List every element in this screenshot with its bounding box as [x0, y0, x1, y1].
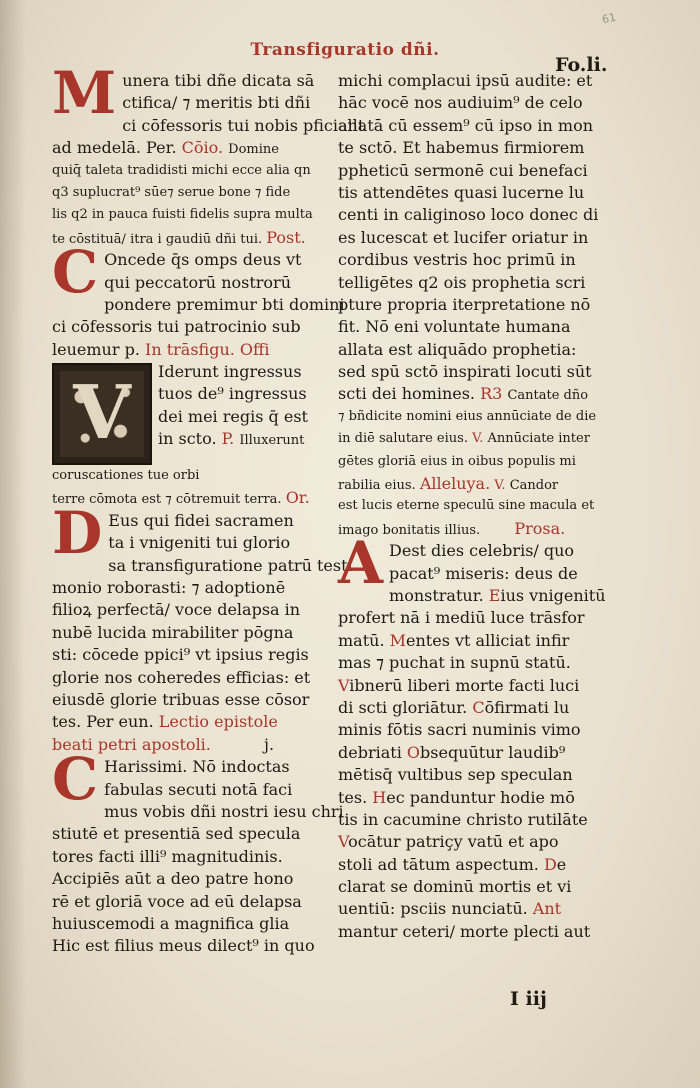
text-span: monstratur.	[389, 585, 484, 605]
text-line: mas ⁊ puchat in supnū statū.	[338, 653, 571, 673]
text-span: ec panduntur hodie mō	[386, 787, 575, 807]
pencil-folio-mark: 61	[600, 10, 618, 27]
rubric: M	[389, 630, 407, 650]
text-line: ppheticū sermonē cui benefaci	[338, 160, 588, 180]
text-line: clarat se dominū mortis et vi	[338, 877, 572, 897]
text-line: gētes gloriā eius in oibus populis mi	[338, 453, 576, 469]
text-line: ci cōfessoris tui nobis pficiant	[122, 115, 365, 135]
text-line: Oncede q̄s omps deus vt	[104, 250, 302, 270]
text-line: michi complacui ipsū audite: et	[338, 71, 593, 90]
rubric: Ant	[532, 899, 562, 919]
text-line: eiusdē glorie tribuas esse cōsor	[52, 689, 310, 709]
text-span: scti dei homines.	[338, 384, 476, 404]
text-line: allata est aliquādo prophetia:	[338, 339, 577, 359]
text-span: Cantate dño	[507, 388, 589, 404]
rubric: D	[543, 854, 557, 874]
text-line: lis q2 in pauca fuisti fidelis supra multa	[52, 207, 313, 223]
rubric: V.	[494, 478, 506, 494]
text-line: allatā cū essem⁹ cū ipso in mon	[338, 115, 594, 135]
text-span: uentiū: psciis nunciatū.	[338, 899, 528, 919]
text-line: nubē lucida mirabiliter pōgna	[52, 622, 294, 642]
rubric: P.	[221, 429, 235, 449]
text-line: Harissimi. Nō indoctas	[104, 757, 290, 777]
text-span: bsequūtur laudib⁹	[420, 742, 566, 762]
text-line: q3 suplucrat⁹ sūe⁊ serue bone ⁊ fide	[52, 184, 291, 200]
rubric: Post.	[266, 227, 306, 247]
rubric: Or.	[285, 488, 310, 508]
rubric: Cōio.	[181, 138, 224, 158]
rubric: C	[472, 697, 485, 717]
text-span: imago bonitatis illius.	[338, 522, 481, 538]
text-span: Candor	[509, 478, 559, 494]
text-line	[52, 227, 320, 249]
text-line	[338, 898, 610, 920]
text-line	[338, 630, 610, 652]
text-line	[338, 518, 610, 540]
text-line	[52, 734, 320, 756]
text-line	[338, 854, 610, 876]
text-line: profert nā i mediū luce trāsfor	[338, 608, 585, 628]
text-line: Eus qui fidei sacramen	[108, 510, 294, 530]
text-line: quiq̄ taleta tradidisti michi ecce alia qn	[52, 162, 311, 178]
text-span: ibnerū liberi morte facti luci	[349, 675, 580, 695]
text-line: sed spū sctō inspirati locuti sūt	[338, 362, 592, 382]
section-mark: j.	[263, 734, 275, 754]
text-span: rabilia eius.	[338, 478, 416, 494]
rubric: H	[372, 787, 387, 807]
text-line: mantur ceteri/ morte plecti aut	[338, 921, 591, 941]
text-line: Hic est filius meus dilect⁹ in quo	[52, 936, 315, 956]
text-line	[338, 697, 610, 719]
text-span: stoli ad tātum aspectum.	[338, 854, 539, 874]
folio-number: Fo.li.	[555, 54, 608, 76]
text-span: tes.	[338, 787, 368, 807]
text-line: sa transfiguratione patrū testi	[108, 555, 353, 575]
text-span: e	[556, 854, 567, 874]
text-line: Accipiēs aūt a deo patre hono	[52, 869, 294, 889]
text-line: pondere premimur bti domini	[104, 294, 345, 314]
text-span: ius vnigenitū	[500, 585, 606, 605]
running-title: Transfiguratio dñi.	[250, 40, 440, 60]
text-span: matū.	[338, 630, 385, 650]
text-line: minis fōtis sacri numinis vimo	[338, 720, 581, 740]
gutter-shadow	[0, 0, 26, 1088]
text-span: in diē salutare eius.	[338, 431, 468, 447]
text-line: hāc vocē nos audiuim⁹ de celo	[338, 93, 583, 113]
text-line: unera tibi dñe dicata sā	[122, 71, 315, 90]
text-span: leuemur p.	[52, 339, 140, 359]
text-span: Annūciate inter	[487, 431, 590, 447]
text-line: stiutē et presentiā sed specula	[52, 824, 301, 844]
rubric: R3	[480, 384, 503, 404]
text-line: ⁊ bñdicite nomini eius annūciate de die	[338, 408, 597, 424]
text-span: tes. Per eun.	[52, 712, 154, 732]
rubric: V	[338, 832, 349, 852]
text-line: pture propria iterpretatione nō	[338, 294, 591, 314]
text-span: terre cōmota est ⁊ cōtremuit terra.	[52, 492, 282, 508]
text-line: cordibus vestris hoc primū in	[338, 250, 576, 270]
text-line	[338, 787, 610, 809]
text-span: di scti gloriātur.	[338, 697, 468, 717]
right-column	[338, 70, 610, 943]
text-line: huiuscemodi a magnifica glia	[52, 913, 290, 933]
rubric: Alleluya.	[419, 474, 491, 494]
text-line: fit. Nō eni voluntate humana	[338, 317, 571, 337]
text-line: mus vobis dñi nostri iesu chri	[104, 801, 344, 821]
text-line: es lucescat et lucifer oriatur in	[338, 227, 589, 247]
rubric: Prosa.	[514, 518, 566, 538]
signature-mark: I iij	[510, 988, 547, 1010]
rubric: Lectio epistole	[158, 712, 278, 732]
text-span: Domine	[228, 142, 279, 158]
text-line	[338, 383, 610, 405]
text-line: Iderunt ingressus	[158, 362, 302, 382]
text-line	[52, 711, 320, 733]
text-line: ci cōfessoris tui patrocinio sub	[52, 317, 301, 337]
initial-m: M	[52, 59, 117, 127]
text-line: filioꝝ perfectā/ voce delapsa in	[52, 600, 301, 620]
initial-d: D	[52, 498, 103, 567]
woodcut-initial-v	[52, 363, 152, 465]
text-line	[52, 137, 320, 159]
text-line: Dest dies celebris/ quo	[389, 541, 575, 561]
initial-c2: C	[52, 745, 99, 814]
text-line: rē et gloriā voce ad eū delapsa	[52, 891, 302, 911]
text-line: tis attendētes quasi lucerne lu	[338, 182, 585, 202]
text-line: qui peccatorū nostrorū	[104, 272, 292, 292]
text-span: debriati	[338, 742, 402, 762]
text-line: ctifica/ ⁊ meritis bti dñi	[122, 93, 311, 113]
text-line: ta i vnigeniti tui glorio	[108, 533, 291, 553]
rubric: In trāsfigu. Offi	[145, 339, 270, 359]
rubric: beati petri apostoli.	[52, 734, 211, 754]
text-span: ocātur patriçy vatū et apo	[348, 832, 559, 852]
text-line: telligētes q2 ois prophetia scri	[338, 272, 586, 292]
text-line: te sctō. Et habemus firmiorem	[338, 138, 585, 158]
text-line	[338, 742, 610, 764]
text-span: te cōstituā/ itra i gaudiū dñi tui.	[52, 231, 263, 247]
text-line: fabulas secuti notā faci	[104, 779, 293, 799]
text-span: Illuxerunt	[239, 433, 305, 449]
initial-a: A	[338, 529, 384, 598]
rubric: O	[406, 742, 421, 762]
text-line	[338, 428, 610, 450]
text-line	[52, 487, 320, 509]
text-line	[338, 675, 610, 697]
text-line: coruscationes tue orbi	[52, 468, 200, 484]
text-span: ōfirmati lu	[484, 697, 570, 717]
text-span: ad medelā. Per.	[52, 138, 177, 158]
text-line: tuos de⁹ ingressus	[158, 384, 307, 404]
text-line	[52, 339, 320, 361]
woodcut-letter: V	[73, 370, 131, 457]
text-line: est lucis eterne speculū sine macula et	[338, 498, 595, 514]
text-line: monio roborasti: ⁊ adoptionē	[52, 578, 286, 598]
text-span: in scto.	[158, 429, 217, 449]
text-line: mētisq̄ vultibus sep speculan	[338, 765, 573, 785]
text-line: glorie nos coheredes efficias: et	[52, 667, 311, 687]
rubric: V.	[472, 431, 484, 447]
text-line	[338, 831, 610, 853]
rubric: E	[488, 585, 501, 605]
text-line: tores facti illi⁹ magnitudinis.	[52, 846, 283, 866]
text-span: entes vt alliciat infir	[406, 630, 570, 650]
text-line: tis in cacumine christo rutilāte	[338, 809, 588, 829]
text-line: sti: cōcede ppici⁹ vt ipsius regis	[52, 645, 309, 665]
initial-c: C	[52, 238, 99, 307]
text-line: dei mei regis q̄ est	[158, 406, 308, 426]
text-line	[338, 473, 610, 495]
text-line: centi in caliginoso loco donec di	[338, 205, 599, 225]
text-line: pacat⁹ miseris: deus de	[389, 563, 578, 583]
rubric: V	[338, 675, 350, 695]
